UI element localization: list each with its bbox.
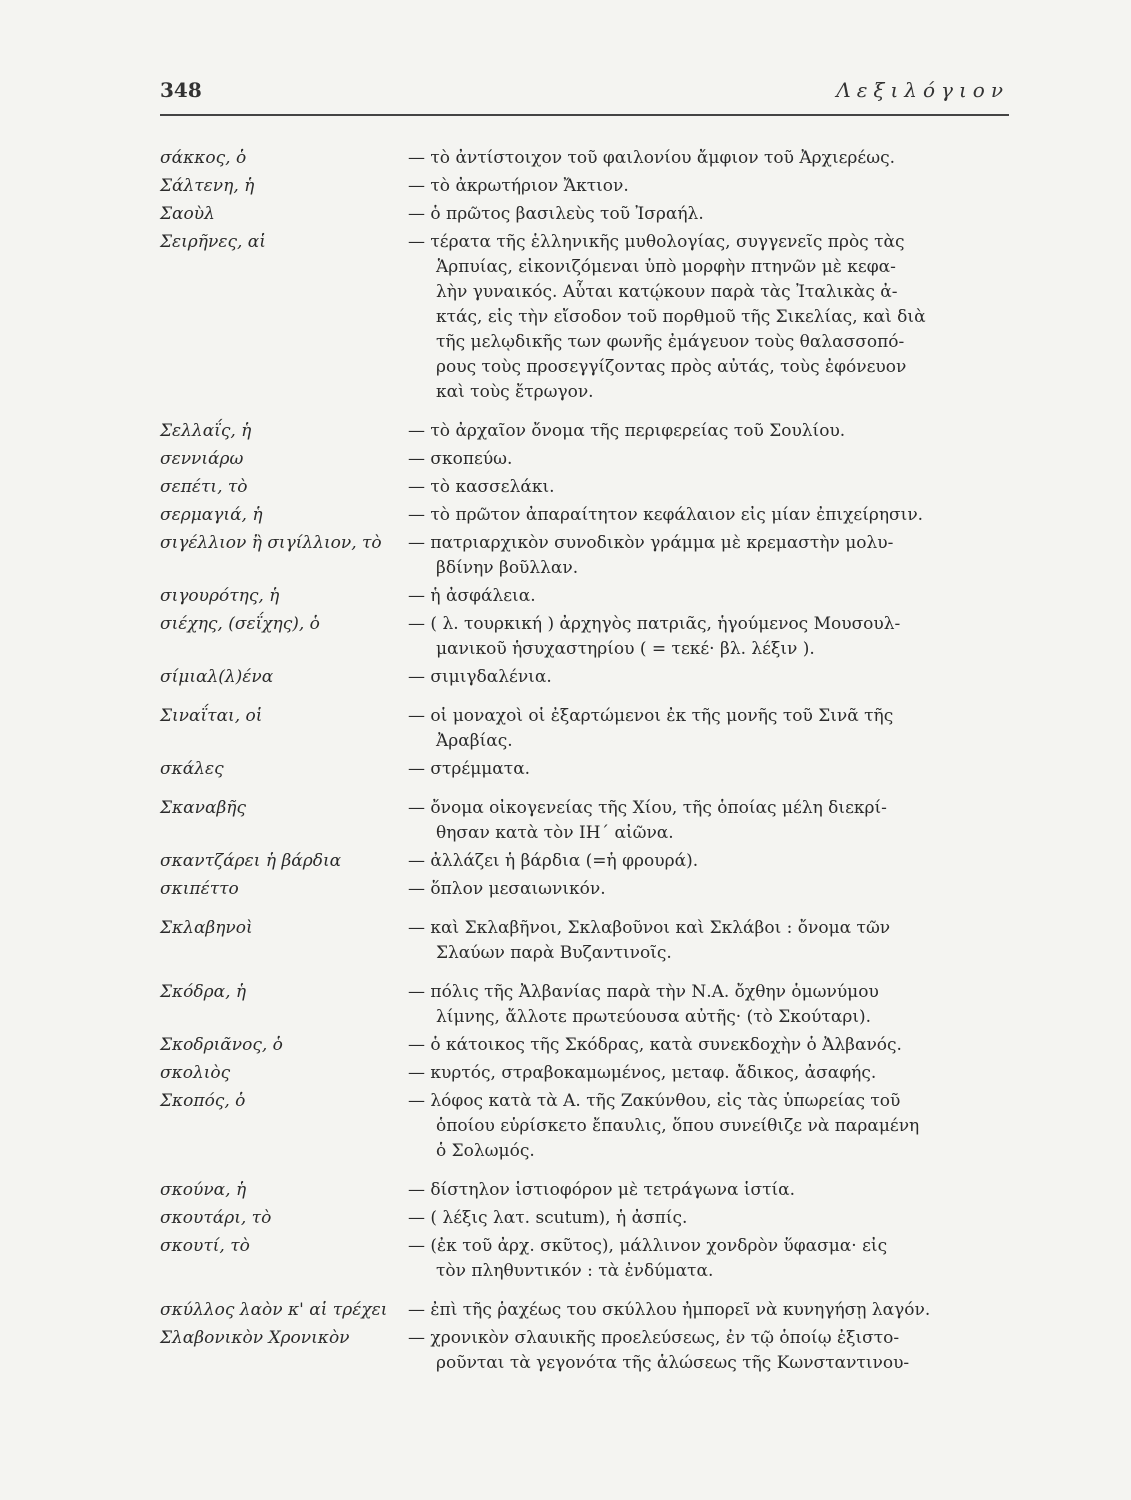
definition-line: ρους τοὺς προσεγγίζοντας πρὸς αὐτάς, τοὺς ἐφόνευον (436, 357, 907, 377)
definition-line: — λόφος κατὰ τὰ Α. τῆς Ζακύνθου, εἰς τὰς ὑπωρείας τοῦ (408, 1091, 901, 1111)
glossary-entry (160, 796, 1020, 846)
definition-line: Ἀραβίας. (436, 731, 513, 751)
entry-definition (408, 1089, 1020, 1164)
entry-term: Σλαβονικὸν Χρονικὸν (160, 1328, 350, 1348)
definition-line: — ( λέξις λατ. scutum), ἡ ἀσπίς. (408, 1208, 688, 1228)
glossary-entry (160, 877, 1020, 902)
glossary-entry (160, 704, 1020, 754)
definition-line: — ἡ ἀσφάλεια. (408, 586, 536, 606)
entry-definition (408, 877, 1020, 902)
glossary-entry (160, 202, 1020, 227)
entry-definition (408, 757, 1020, 782)
entry-definition (408, 1206, 1020, 1231)
definition-line: — τὸ κασσελάκι. (408, 477, 555, 497)
entry-term: σκαντζάρει ἡ βάρδια (160, 851, 342, 871)
entry-term: σερμαγιά, ἡ (160, 505, 263, 525)
entry-term: σκουτάρι, τὸ (160, 1208, 272, 1228)
definition-line: — καὶ Σκλαβῆνοι, Σκλαβοῦνοι καὶ Σκλάβοι : ὄνομα τῶν (408, 918, 891, 938)
glossary-entries (160, 146, 1020, 1379)
glossary-entry (160, 1206, 1020, 1231)
definition-line: — ὁ πρῶτος βασιλεὺς τοῦ Ἰσραήλ. (408, 204, 704, 224)
glossary-entry (160, 612, 1020, 662)
glossary-entry (160, 849, 1020, 874)
definition-line: καὶ τοὺς ἔτρωγον. (436, 382, 594, 402)
definition-line: — ( λ. τουρκική ) ἀρχηγὸς πατριᾶς, ἡγούμενος Μουσουλ- (408, 614, 901, 634)
definition-line: τὸν πληθυντικόν : τὰ ἐνδύματα. (436, 1261, 714, 1281)
definition-line: — ἐπὶ τῆς ῥαχέως του σκύλλου ἠμπορεῖ νὰ κυνηγήσῃ λαγόν. (408, 1300, 931, 1320)
definition-line: — ὁ κάτοικος τῆς Σκόδρας, κατὰ συνεκδοχὴν ὁ Ἀλβανός. (408, 1035, 902, 1055)
entry-term: Σαοὺλ (160, 204, 215, 224)
glossary-entry (160, 503, 1020, 528)
entry-definition (408, 475, 1020, 500)
definition-line: λὴν γυναικός. Αὗται κατῴκουν παρὰ τὰς Ἰταλικὰς ἀ- (436, 282, 898, 302)
running-title: Λεξιλόγιον (836, 78, 1009, 102)
entry-term: Σκαναβῆς (160, 798, 246, 818)
entry-definition (408, 202, 1020, 227)
entry-definition (408, 447, 1020, 472)
definition-line: — χρονικὸν σλαυικῆς προελεύσεως, ἐν τῷ ὁποίῳ ἐξιστο- (408, 1328, 900, 1348)
entry-term: Σειρῆνες, αἱ (160, 232, 266, 252)
entry-definition (408, 1326, 1020, 1376)
definition-line: — κυρτός, στραβοκαμωμένος, μεταφ. ἄδικος, ἀσαφής. (408, 1063, 877, 1083)
glossary-entry (160, 419, 1020, 444)
entry-term: σεπέτι, τὸ (160, 477, 248, 497)
glossary-entry (160, 1033, 1020, 1058)
entry-definition (408, 584, 1020, 609)
page-header (160, 78, 1009, 118)
definition-line: — τέρατα τῆς ἑλληνικῆς μυθολογίας, συγγενεῖς πρὸς τὰς (408, 232, 905, 252)
entry-term: σκουτί, τὸ (160, 1236, 250, 1256)
definition-line: — (ἐκ τοῦ ἀρχ. σκῦτος), μάλλινον χονδρὸν ὕφασμα· εἰς (408, 1236, 888, 1256)
entry-term: Σκόδρα, ἡ (160, 982, 247, 1002)
definition-line: κτάς, εἰς τὴν εἴσοδον τοῦ πορθμοῦ τῆς Σικελίας, καὶ διὰ (436, 307, 926, 327)
glossary-entry (160, 1298, 1020, 1323)
definition-line: — ὄνομα οἰκογενείας τῆς Χίου, τῆς ὁποίας μέλη διεκρί- (408, 798, 887, 818)
entry-term: Σιναΐται, οἱ (160, 706, 263, 726)
glossary-entry (160, 447, 1020, 472)
glossary-entry (160, 174, 1020, 199)
entry-term: Σκοδριᾶνος, ὁ (160, 1035, 283, 1055)
entry-term: Σελλαΐς, ἡ (160, 421, 252, 441)
entry-definition (408, 612, 1020, 662)
header-rule (160, 114, 1009, 116)
glossary-entry (160, 531, 1020, 581)
entry-definition (408, 174, 1020, 199)
definition-line: — οἱ μοναχοὶ οἱ ἐξαρτώμενοι ἐκ τῆς μονῆς τοῦ Σινᾶ τῆς (408, 706, 894, 726)
entry-term: σκάλες (160, 759, 224, 779)
entry-definition (408, 503, 1020, 528)
entry-definition (408, 230, 1020, 405)
definition-line: — τὸ ἀρχαῖον ὄνομα τῆς περιφερείας τοῦ Σουλίου. (408, 421, 846, 441)
glossary-entry (160, 1326, 1020, 1376)
entry-definition (408, 1298, 1020, 1323)
entry-definition (408, 419, 1020, 444)
glossary-entry (160, 757, 1020, 782)
glossary-entry (160, 230, 1020, 405)
definition-line: μανικοῦ ἡσυχαστηρίου ( = τεκέ· βλ. λέξιν ). (436, 639, 815, 659)
definition-line: — τὸ πρῶτον ἀπαραίτητον κεφάλαιον εἰς μίαν ἐπιχείρησιν. (408, 505, 924, 525)
definition-line: — σκοπεύω. (408, 449, 513, 469)
entry-term: Σκλαβηνοὶ (160, 918, 253, 938)
definition-line: θησαν κατὰ τὸν ΙΗ΄ αἰῶνα. (436, 823, 674, 843)
definition-line: τῆς μελῳδικῆς των φωνῆς ἐμάγευον τοὺς θαλασσοπό- (436, 332, 905, 352)
entry-definition (408, 1061, 1020, 1086)
definition-line: — σιμιγδαλένια. (408, 667, 552, 687)
definition-line: ὁ Σολωμός. (436, 1141, 535, 1161)
glossary-entry (160, 665, 1020, 690)
glossary-entry (160, 1234, 1020, 1284)
entry-term: σκύλλος λαὸν κ' αἱ τρέχει (160, 1300, 388, 1320)
entry-term: σιέχης, (σεΐχης), ὁ (160, 614, 320, 634)
entry-definition (408, 916, 1020, 966)
glossary-entry (160, 1089, 1020, 1164)
entry-definition (408, 704, 1020, 754)
entry-definition (408, 1234, 1020, 1284)
glossary-entry (160, 475, 1020, 500)
entry-term: σεννιάρω (160, 449, 244, 469)
definition-line: — πόλις τῆς Ἀλβανίας παρὰ τὴν Ν.Α. ὄχθην ὁμωνύμου (408, 982, 879, 1002)
entry-term: σίμιαλ(λ)ένα (160, 667, 274, 687)
definition-line: — στρέμματα. (408, 759, 531, 779)
entry-definition (408, 849, 1020, 874)
entry-definition (408, 1033, 1020, 1058)
entry-term: σκιπέττο (160, 879, 239, 899)
definition-line: — ὅπλον μεσαιωνικόν. (408, 879, 606, 899)
entry-definition (408, 665, 1020, 690)
entry-definition (408, 980, 1020, 1030)
definition-line: λίμνης, ἄλλοτε πρωτεύουσα αὐτῆς· (τὸ Σκούταρι). (436, 1007, 872, 1027)
glossary-entry (160, 146, 1020, 171)
entry-term: σιγουρότης, ἡ (160, 586, 280, 606)
glossary-entry (160, 980, 1020, 1030)
entry-definition (408, 531, 1020, 581)
entry-definition (408, 1178, 1020, 1203)
entry-definition (408, 146, 1020, 171)
glossary-entry (160, 1061, 1020, 1086)
definition-line: — τὸ ἀκρωτήριον Ἄκτιον. (408, 176, 629, 196)
entry-term: Σάλτενη, ἡ (160, 176, 255, 196)
definition-line: Σλαύων παρὰ Βυζαντινοῖς. (436, 943, 672, 963)
definition-line: — δίστηλον ἱστιοφόρον μὲ τετράγωνα ἱστία. (408, 1180, 796, 1200)
definition-line: ὁποίου εὑρίσκετο ἔπαυλις, ὅπου συνείθιζε νὰ παραμένη (436, 1116, 920, 1136)
entry-term: Σκοπός, ὁ (160, 1091, 246, 1111)
glossary-entry (160, 584, 1020, 609)
entry-term: σκούνα, ἡ (160, 1180, 247, 1200)
definition-line: — τὸ ἀντίστοιχον τοῦ φαιλονίου ἄμφιον τοῦ Ἀρχιερέως. (408, 148, 896, 168)
entry-term: σάκκος, ὁ (160, 148, 247, 168)
glossary-entry (160, 916, 1020, 966)
definition-line: Ἁρπυίας, εἰκονιζόμεναι ὑπὸ μορφὴν πτηνῶν μὲ κεφα- (436, 257, 896, 277)
definition-line: ροῦνται τὰ γεγονότα τῆς ἁλώσεως τῆς Κωνσταντινου- (436, 1353, 910, 1373)
definition-line: — πατριαρχικὸν συνοδικὸν γράμμα μὲ κρεμαστὴν μολυ- (408, 533, 894, 553)
entry-term: σκολιὸς (160, 1063, 231, 1083)
entry-term: σιγέλλιον ἢ σιγίλλιον, τὸ (160, 533, 382, 553)
definition-line: βδίνην βοῦλλαν. (436, 558, 579, 578)
glossary-entry (160, 1178, 1020, 1203)
definition-line: — ἀλλάζει ἡ βάρδια (=ἡ φρουρά). (408, 851, 699, 871)
page-number: 348 (160, 78, 202, 102)
entry-definition (408, 796, 1020, 846)
